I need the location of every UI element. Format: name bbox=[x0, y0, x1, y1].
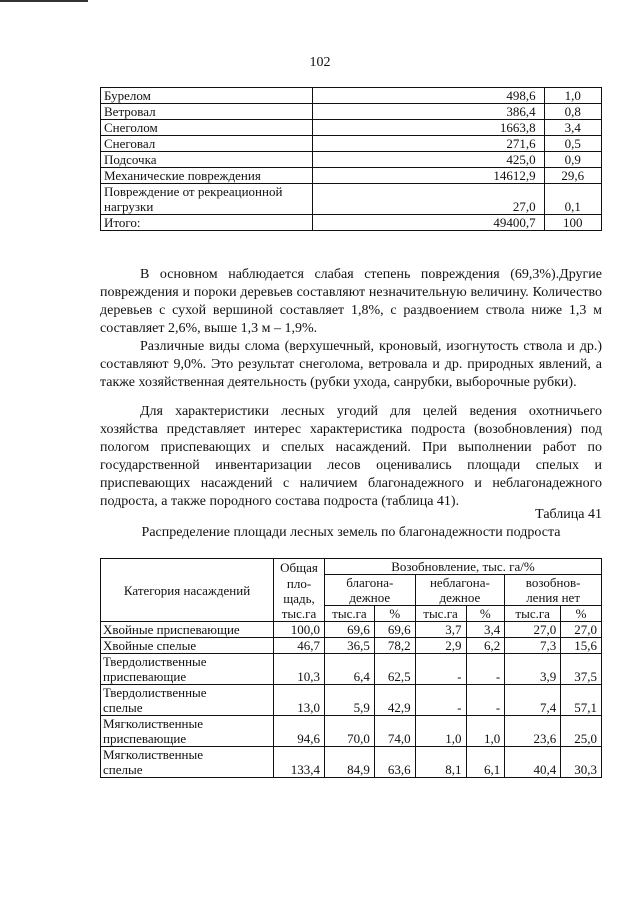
cell-unrel-pct: 6,1 bbox=[466, 747, 505, 778]
damage-percent: 0,8 bbox=[544, 104, 601, 120]
undergrowth-row bbox=[101, 654, 602, 685]
category-line-2: Хвойные спелые bbox=[103, 638, 197, 653]
header-reliable bbox=[324, 575, 415, 606]
damage-row bbox=[101, 88, 602, 104]
cell-rel-pct: 62,5 bbox=[374, 654, 415, 685]
cell-rel-pct: 69,6 bbox=[374, 622, 415, 638]
header-total-area-l1: Общая bbox=[274, 559, 325, 575]
category-line-1: Мягколиственные bbox=[103, 747, 204, 762]
paragraph-damage-severity bbox=[100, 266, 602, 338]
cell-unrel-pct: 1,0 bbox=[466, 716, 505, 747]
category-cell bbox=[101, 685, 274, 716]
cell-unrel-ha: - bbox=[415, 654, 466, 685]
cell-none-pct: 30,3 bbox=[561, 747, 602, 778]
header-unreliable-l2: дежное bbox=[439, 590, 481, 605]
undergrowth-row bbox=[101, 638, 602, 654]
cell-none-pct: 25,0 bbox=[561, 716, 602, 747]
undergrowth-table bbox=[100, 558, 602, 778]
undergrowth-row bbox=[101, 716, 602, 747]
header-none bbox=[505, 575, 602, 606]
header-none-l1: возобнов- bbox=[525, 575, 581, 590]
damage-value: 49400,7 bbox=[312, 215, 544, 231]
damage-label: Бурелом bbox=[101, 88, 313, 104]
damage-percent: 29,6 bbox=[544, 168, 601, 184]
cell-none-ha: 23,6 bbox=[505, 716, 561, 747]
cell-none-pct: 37,5 bbox=[561, 654, 602, 685]
cell-unrel-ha: 3,7 bbox=[415, 622, 466, 638]
cell-total: 100,0 bbox=[274, 622, 325, 638]
header-none-l2: ления нет bbox=[526, 590, 580, 605]
category-line-1: Твердолиственные bbox=[103, 654, 207, 669]
cell-unrel-ha: 8,1 bbox=[415, 747, 466, 778]
category-line-2: спелые bbox=[103, 700, 143, 715]
cell-rel-ha: 69,6 bbox=[324, 622, 374, 638]
paragraph-text: Для характеристики лесных угодий для целей ведения охотничьего хозяйства представляет интерес характеристика подроста (возобновления) под пологом приспевающих и спелых насаждений. При выполнении работ по государственной инвентаризации лесов оценивались площади спелых и приспевающих насаждений с наличием благонадежного и неблагонадежного подроста, а также породного состава подроста (таблица 41). bbox=[100, 404, 602, 509]
damage-row bbox=[101, 215, 602, 231]
damage-value: 425,0 bbox=[312, 152, 544, 168]
header-unreliable-l1: неблагона- bbox=[429, 575, 490, 590]
top-rule bbox=[0, 0, 88, 2]
cell-none-pct: 27,0 bbox=[561, 622, 602, 638]
cell-unrel-ha: - bbox=[415, 685, 466, 716]
undergrowth-row bbox=[101, 747, 602, 778]
damage-label: Итого: bbox=[101, 215, 313, 231]
cell-rel-ha: 84,9 bbox=[324, 747, 374, 778]
cell-total: 133,4 bbox=[274, 747, 325, 778]
header-unit-area: тыс.га bbox=[415, 606, 466, 622]
damage-label: Ветровал bbox=[101, 104, 313, 120]
category-line-2: приспевающие bbox=[103, 731, 187, 746]
header-total-area-unit: тыс.га bbox=[274, 606, 325, 622]
damage-label: Механические повреждения bbox=[101, 168, 313, 184]
damage-label: Снеговал bbox=[101, 136, 313, 152]
damage-percent: 1,0 bbox=[544, 88, 601, 104]
header-total-area-body bbox=[274, 575, 325, 606]
header-unit-percent: % bbox=[374, 606, 415, 622]
damage-table bbox=[100, 87, 602, 231]
header-unit-percent: % bbox=[466, 606, 505, 622]
cell-rel-pct: 78,2 bbox=[374, 638, 415, 654]
cell-none-ha: 27,0 bbox=[505, 622, 561, 638]
header-reliable-l2: дежное bbox=[349, 590, 391, 605]
cell-total: 10,3 bbox=[274, 654, 325, 685]
damage-row bbox=[101, 104, 602, 120]
header-unit-percent: % bbox=[561, 606, 602, 622]
header-unreliable bbox=[415, 575, 505, 606]
category-line-2: Хвойные приспевающие bbox=[103, 622, 240, 637]
header-unit-area: тыс.га bbox=[324, 606, 374, 622]
cell-rel-pct: 42,9 bbox=[374, 685, 415, 716]
cell-none-pct: 15,6 bbox=[561, 638, 602, 654]
header-category: Категория насаждений bbox=[101, 559, 274, 622]
damage-percent: 0,5 bbox=[544, 136, 601, 152]
damage-percent: 0,1 bbox=[544, 184, 601, 215]
cell-none-pct: 57,1 bbox=[561, 685, 602, 716]
category-cell bbox=[101, 622, 274, 638]
cell-none-ha: 3,9 bbox=[505, 654, 561, 685]
damage-percent: 100 bbox=[544, 215, 601, 231]
page-number: 102 bbox=[309, 55, 331, 70]
damage-value: 271,6 bbox=[312, 136, 544, 152]
undergrowth-row bbox=[101, 685, 602, 716]
damage-percent: 0,9 bbox=[544, 152, 601, 168]
undergrowth-row bbox=[101, 622, 602, 638]
damage-row bbox=[101, 168, 602, 184]
damage-value: 498,6 bbox=[312, 88, 544, 104]
damage-row bbox=[101, 120, 602, 136]
category-cell bbox=[101, 747, 274, 778]
cell-unrel-pct: - bbox=[466, 654, 505, 685]
cell-rel-pct: 63,6 bbox=[374, 747, 415, 778]
cell-rel-pct: 74,0 bbox=[374, 716, 415, 747]
category-line-1: Твердолиственные bbox=[103, 685, 207, 700]
damage-value: 14612,9 bbox=[312, 168, 544, 184]
cell-unrel-pct: 3,4 bbox=[466, 622, 505, 638]
damage-label: Снеголом bbox=[101, 120, 313, 136]
table-caption: Распределение площади лесных земель по благонадежности подроста bbox=[141, 525, 561, 540]
cell-unrel-ha: 1,0 bbox=[415, 716, 466, 747]
category-cell bbox=[101, 716, 274, 747]
damage-percent: 3,4 bbox=[544, 120, 601, 136]
cell-unrel-pct: - bbox=[466, 685, 505, 716]
cell-unrel-ha: 2,9 bbox=[415, 638, 466, 654]
category-cell bbox=[101, 638, 274, 654]
cell-rel-ha: 36,5 bbox=[324, 638, 374, 654]
cell-rel-ha: 5,9 bbox=[324, 685, 374, 716]
category-cell bbox=[101, 654, 274, 685]
category-line-1: Мягколиственные bbox=[103, 716, 204, 731]
paragraph-undergrowth bbox=[100, 403, 602, 511]
paragraph-text: Различные виды слома (верхушечный, кроновый, изогнутость ствола и др.) составляют 9,0%. Это результат снеголома, ветровала и др. природных явлений, а также хозяйственная деятельность (рубки ухода, санрубки, выборочные рубки). bbox=[100, 339, 602, 390]
cell-none-ha: 7,3 bbox=[505, 638, 561, 654]
table-number: Таблица 41 bbox=[535, 507, 602, 522]
cell-unrel-pct: 6,2 bbox=[466, 638, 505, 654]
damage-row bbox=[101, 152, 602, 168]
cell-total: 46,7 bbox=[274, 638, 325, 654]
paragraph-breakage bbox=[100, 338, 602, 392]
header-row-1 bbox=[101, 559, 602, 575]
damage-value: 27,0 bbox=[312, 184, 544, 215]
cell-rel-ha: 70,0 bbox=[324, 716, 374, 747]
header-unit-area: тыс.га bbox=[505, 606, 561, 622]
damage-label: Повреждение от рекреационной нагрузки bbox=[101, 184, 313, 215]
header-total-area-l2: пло- bbox=[286, 575, 312, 591]
category-line-2: приспевающие bbox=[103, 669, 187, 684]
header-total-area-l3: щадь, bbox=[283, 590, 315, 606]
damage-value: 386,4 bbox=[312, 104, 544, 120]
header-reliable-l1: благона- bbox=[346, 575, 394, 590]
cell-total: 94,6 bbox=[274, 716, 325, 747]
cell-none-ha: 40,4 bbox=[505, 747, 561, 778]
cell-total: 13,0 bbox=[274, 685, 325, 716]
damage-row bbox=[101, 136, 602, 152]
damage-label: Подсочка bbox=[101, 152, 313, 168]
cell-rel-ha: 6,4 bbox=[324, 654, 374, 685]
cell-none-ha: 7,4 bbox=[505, 685, 561, 716]
header-renewal: Возобновление, тыс. га/% bbox=[324, 559, 601, 575]
category-line-2: спелые bbox=[103, 762, 143, 777]
damage-row bbox=[101, 184, 602, 215]
paragraph-text: В основном наблюдается слабая степень повреждения (69,3%).Другие повреждения и пороки деревьев составляют незначительную величину. Количество деревьев с сухой вершиной составляет 1,8%, с раздвоением ствола ниже 1,3 м составляет 2,6%, выше 1,3 м – 1,9%. bbox=[100, 267, 602, 336]
damage-value: 1663,8 bbox=[312, 120, 544, 136]
